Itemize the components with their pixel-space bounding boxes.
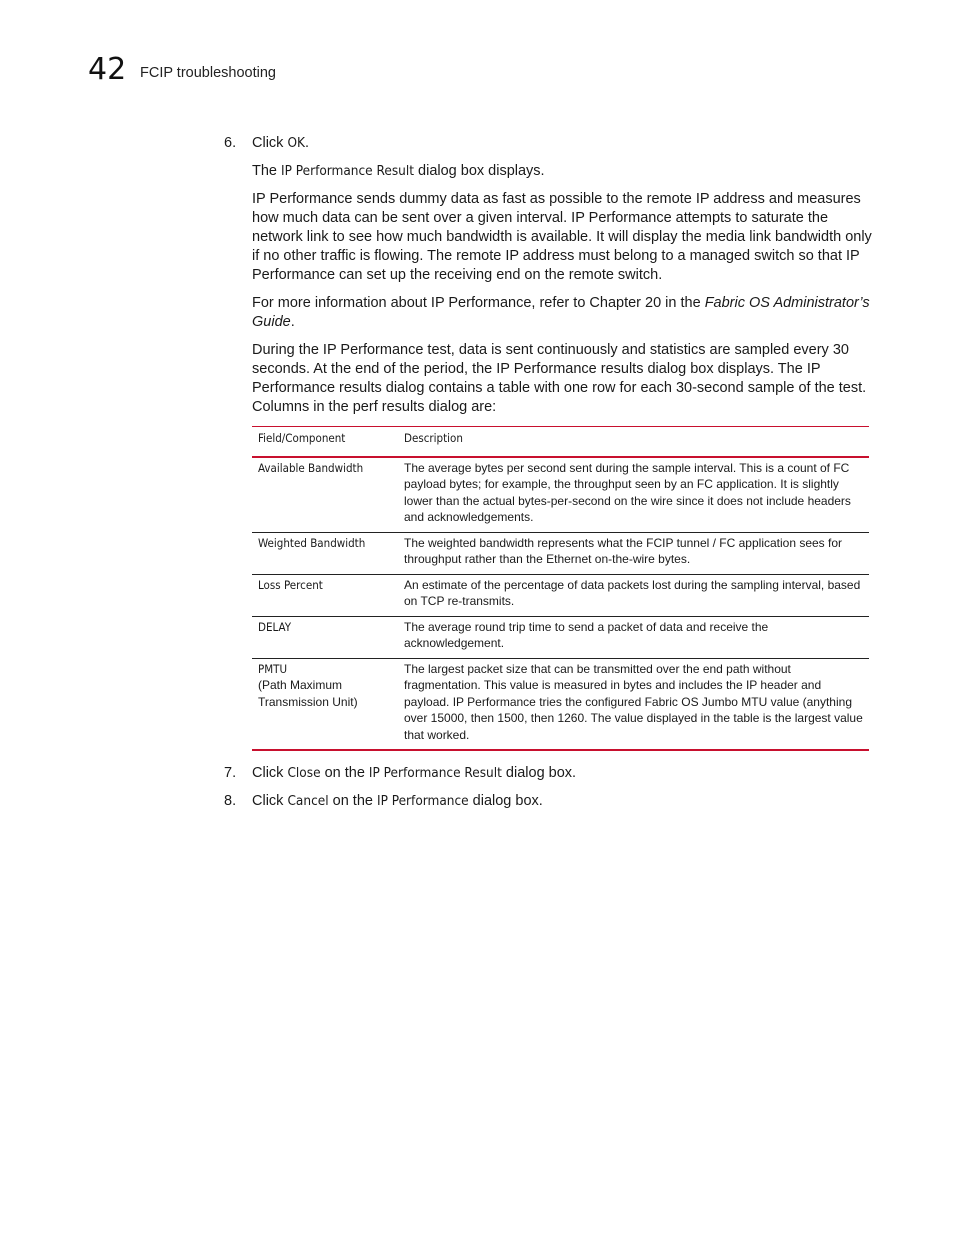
table-row: [252, 532, 869, 574]
step-text: Click: [252, 765, 288, 781]
dialog-ref: IP Performance Result: [368, 765, 502, 781]
paragraph-test-description: During the IP Performance test, data is sent continuously and statistics are sampled every 30 seconds. At the end of the period, the IP Performance results dialog box displays. The IP Performance results dialog contains a table with one row for each 30-second sample of the test. Columns in the perf results dialog are:: [252, 342, 867, 415]
step-6: [224, 134, 874, 153]
field-cell: [252, 532, 398, 574]
ok-button-ref: OK: [287, 135, 305, 151]
field-cell: [252, 574, 398, 616]
table-row: [252, 616, 869, 658]
field-cell: [252, 457, 398, 533]
field-name: Weighted Bandwidth: [258, 535, 366, 550]
table-row: [252, 658, 869, 750]
table-row: [252, 457, 869, 533]
table-row: [252, 574, 869, 616]
field-name: Available Bandwidth: [258, 460, 364, 475]
field-cell: [252, 658, 398, 750]
dialog-ref: IP Performance Result: [281, 163, 414, 179]
description-cell: The average round trip time to send a packet of data and receive the acknowledgement.: [398, 616, 869, 658]
header-field: Field/Component: [252, 427, 398, 457]
guide-title: Fabric OS Administrator’s Guide: [252, 295, 870, 330]
cancel-button-ref: Cancel: [287, 793, 329, 809]
step-number: 6.: [224, 135, 237, 151]
chapter-title: FCIP troubleshooting: [140, 65, 276, 81]
chapter-number: 42: [88, 52, 127, 87]
result-line: [224, 162, 874, 181]
step-text-mid: on the: [328, 793, 377, 809]
step-number: 7.: [224, 765, 237, 781]
close-button-ref: Close: [287, 765, 321, 781]
description-cell: The average bytes per second sent during the sample interval. This is a count of FC payload bytes; for example, the throughput seen by an FC application. It is slightly lower than the actual bytes-per-second on the wire since it does not include headers and acknowledgements.: [398, 457, 869, 533]
description-cell: The weighted bandwidth represents what the FCIP tunnel / FC application sees for throughput rather than the Ethernet on-the-wire bytes.: [398, 532, 869, 574]
table-header-row: [252, 427, 869, 457]
reference-pre: For more information about IP Performance, refer to Chapter 20 in the: [252, 295, 705, 311]
step-8: [224, 792, 874, 811]
step-text-end: .: [304, 135, 310, 151]
perf-results-table: [252, 426, 869, 751]
main-content: [224, 134, 874, 820]
reference-post: .: [290, 314, 295, 330]
dialog-ref: IP Performance: [376, 793, 469, 809]
field-name: DELAY: [258, 619, 292, 634]
paragraph-ip-performance: IP Performance sends dummy data as fast as possible to the remote IP address and measures how much data can be sent over a given interval. IP Performance attempts to saturate the network link to see how much bandwidth is available. It will display the media link bandwidth only if no other traffic is flowing. The remote IP address must belong to a managed switch so that IP Performance can set up the receiving end on the remote switch.: [252, 191, 872, 283]
step-text: Click: [252, 793, 288, 809]
paragraph-reference: [224, 294, 874, 332]
step-text-mid: on the: [320, 765, 369, 781]
field-name: PMTU: [258, 661, 288, 676]
step-number: 8.: [224, 793, 237, 809]
result-post: dialog box displays.: [414, 163, 545, 179]
field-name: Loss Percent: [258, 577, 323, 592]
step-text-end: dialog box.: [501, 765, 577, 781]
step-text: Click: [252, 135, 288, 151]
header-description: Description: [398, 427, 869, 457]
description-cell: The largest packet size that can be transmitted over the end path without fragmentation. This value is measured in bytes and includes the IP header and payload. IP Performance tries the configured Fabric OS Jumbo MTU value (anything over 15000, then 1500, then 1260. The value displayed in the table is the largest value that worked.: [398, 658, 869, 750]
step-text-end: dialog box.: [468, 793, 543, 809]
result-pre: The: [252, 163, 282, 179]
step-7: [224, 764, 874, 783]
field-subtitle: (Path Maximum Transmission Unit): [258, 678, 358, 709]
field-cell: [252, 616, 398, 658]
description-cell: An estimate of the percentage of data packets lost during the sampling interval, based on TCP re-transmits.: [398, 574, 869, 616]
